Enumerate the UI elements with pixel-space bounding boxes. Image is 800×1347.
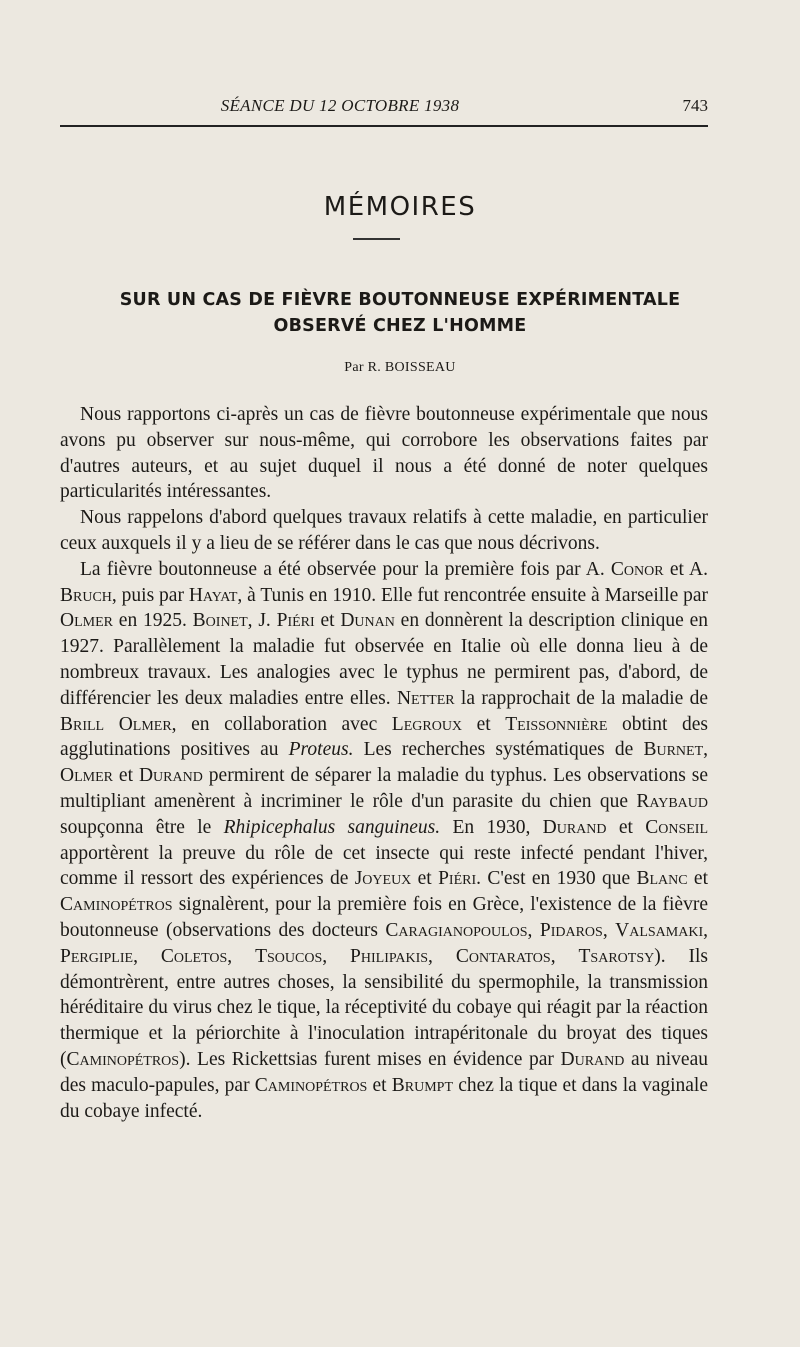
- author-byline: Par R. BOISSEAU: [344, 360, 456, 375]
- text-run: ,: [703, 739, 708, 761]
- author-name: Brumpt: [391, 1074, 454, 1096]
- text-run: ,: [527, 919, 540, 941]
- author-name: Conseil: [645, 816, 708, 838]
- text-run: , J.: [247, 610, 277, 632]
- text-run: apportèrent la preuve du rôle de cet insecte qui reste infecté pendant l'hiver, comme il ressort des expériences de: [60, 842, 708, 890]
- author-name: Bruch: [60, 584, 112, 606]
- text-run: , en collaboration avec: [171, 713, 392, 735]
- header-rule: [60, 125, 708, 127]
- author-name: Burnet: [643, 739, 704, 761]
- text-run: et: [112, 765, 139, 787]
- author-name: Hayat: [188, 584, 238, 606]
- author-name: Teissonnière: [505, 713, 608, 735]
- author-name: Caminopétros: [66, 1048, 180, 1070]
- body-paragraph: [60, 557, 708, 1125]
- author-name: Tsoucos: [255, 945, 323, 967]
- author-name: Coletos: [160, 945, 228, 967]
- author-name: Caminopétros: [254, 1074, 368, 1096]
- author-name: Dunan: [340, 610, 395, 632]
- author-name: Olmer: [60, 610, 113, 632]
- text-run: au niveau des maculo-papules, par: [60, 1048, 708, 1096]
- article-title: [40, 287, 760, 339]
- text-run: en donnèrent la description clinique en 1927. Parallèlement la maladie fut observée en Italie où elle donna lieu à de nombreux travaux. Les analogies avec le typhus ne permirent pas, d'abord, de différencier les deux maladies entre elles.: [60, 610, 708, 709]
- text-run: [104, 714, 119, 735]
- author-name: Blanc: [636, 868, 688, 890]
- author-name: Joyeux: [354, 868, 412, 890]
- author-name: Durand: [138, 765, 203, 787]
- body-paragraph: [60, 402, 708, 505]
- article-title-line-2: OBSERVÉ CHEZ L'HOMME: [273, 316, 527, 336]
- text-run: ). Ils démontrèrent, entre autres choses, la sensibilité du spermophile, la transmission héréditaire du virus chez le tique, la réceptivité du cobaye qui réagit par la réaction thermique et la périorchite à l'inoculation intrapéritonale du broyat des tiques (: [60, 945, 709, 1070]
- author-name: Philipakis: [350, 945, 429, 967]
- author-name: Netter: [396, 687, 455, 709]
- section-divider: [353, 238, 400, 240]
- text-run: , à Tunis en 1910. Elle fut rencontrée ensuite à Marseille par: [237, 584, 708, 606]
- text-run: et: [687, 868, 708, 890]
- text-run: et: [411, 868, 439, 890]
- text-run: et: [367, 1074, 392, 1096]
- text-run: en 1925.: [112, 610, 193, 632]
- text-run: et: [314, 610, 341, 632]
- text-run: signalèrent, pour la première fois en Grèce, l'existence de la fièvre boutonneuse (observations des docteurs: [60, 894, 708, 941]
- text-run: chez la tique et dans la vaginale du cobaye infecté.: [60, 1074, 708, 1122]
- italic-term: Proteus.: [288, 739, 354, 761]
- author-name: Legroux: [391, 713, 463, 735]
- author-name: Boinet: [192, 610, 248, 632]
- text-run: et: [462, 713, 506, 735]
- author-name: Tsarotsy: [578, 945, 655, 967]
- author-name: Piéri: [276, 610, 315, 632]
- text-run: ,: [550, 945, 579, 967]
- author-name: Olmer: [60, 765, 113, 787]
- section-title: MÉMOIRES: [323, 192, 477, 222]
- author-name: Caminopétros: [60, 894, 173, 916]
- author-name: Pidaros: [539, 919, 603, 941]
- text-run: Nous rappelons d'abord quelques travaux relatifs à cette maladie, en particulier ceux auxquels il y a lieu de se référer dans le cas que nous décrivons.: [60, 507, 708, 554]
- author-name: Contaratos: [455, 945, 551, 967]
- text-run: ,: [703, 919, 708, 941]
- author-name: Piéri: [438, 868, 477, 890]
- text-run: . C'est en 1930 que: [476, 868, 637, 890]
- author-name: Durand: [560, 1048, 625, 1070]
- author-name: Brill: [60, 713, 105, 735]
- text-run: Les recherches systématiques de: [353, 739, 644, 761]
- running-head: [60, 96, 708, 120]
- article-body: [60, 402, 708, 1124]
- text-run: obtint des agglutinations positives au: [60, 713, 709, 761]
- text-run: ,: [428, 945, 456, 967]
- author-name: Durand: [542, 816, 607, 838]
- author-name: Olmer: [118, 713, 172, 735]
- text-run: ,: [227, 945, 256, 967]
- text-run: la rapprochait de la maladie de: [454, 687, 708, 709]
- italic-term: Rhipicephalus sanguineus.: [223, 816, 441, 838]
- text-run: ,: [322, 945, 351, 967]
- author-name: Raybaud: [636, 790, 708, 812]
- text-run: La fièvre boutonneuse a été observée pour la première fois par A.: [80, 558, 611, 580]
- text-run: soupçonna être le: [60, 816, 224, 838]
- text-run: En 1930,: [440, 816, 543, 838]
- text-run: ,: [133, 945, 161, 967]
- text-run: permirent de séparer la maladie du typhus. Les observations se multipliant amenèrent à incriminer le rôle d'un parasite du chien que: [60, 765, 708, 812]
- author-name: Conor: [610, 558, 664, 580]
- text-run: et A.: [663, 558, 708, 580]
- text-run: et: [606, 816, 646, 838]
- text-run: , puis par: [111, 584, 189, 606]
- article-title-line-1: SUR UN CAS DE FIÈVRE BOUTONNEUSE EXPÉRIMENTALE: [119, 290, 681, 310]
- author-name: Valsamaki: [615, 919, 704, 941]
- text-run: ,: [602, 919, 616, 941]
- text-run: Nous rapportons ci-après un cas de fièvre boutonneuse expérimentale que nous avons pu observer sur nous-même, qui corrobore les observations faites par d'autres auteurs, et au sujet duquel il nous a été donné de noter quelques particularités intéressantes.: [60, 404, 708, 503]
- running-title: SÉANCE DU 12 OCTOBRE 1938: [220, 96, 460, 115]
- text-run: ). Les Rickettsias furent mises en évidence par: [179, 1048, 561, 1070]
- body-paragraph: [60, 505, 708, 557]
- author-name: Caragianopoulos: [385, 919, 528, 941]
- page-number: 743: [682, 96, 708, 115]
- author-name: Pergiplie: [60, 945, 134, 967]
